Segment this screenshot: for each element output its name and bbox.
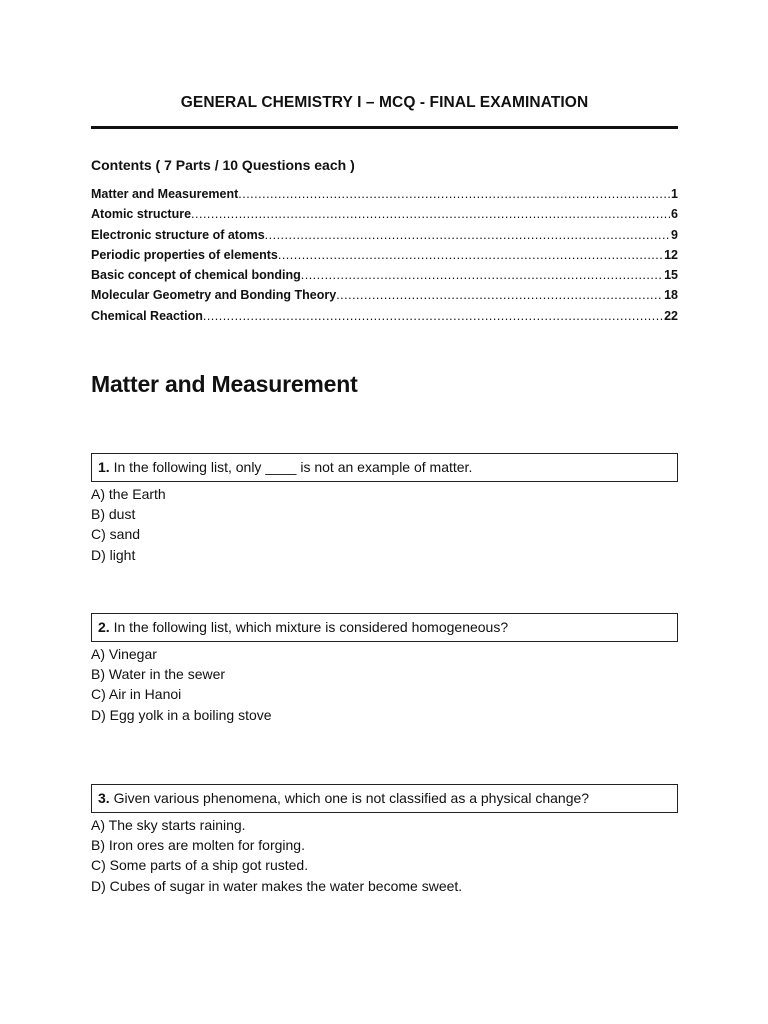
toc-leader-dots	[265, 228, 670, 242]
contents-heading: Contents ( 7 Parts / 10 Questions each )	[91, 157, 355, 173]
toc-entry-atomic-structure[interactable]	[91, 207, 678, 227]
section-heading: Matter and Measurement	[91, 371, 358, 397]
document-page	[91, 0, 678, 1024]
toc-entry-matter-and-measurement[interactable]	[91, 187, 678, 207]
answer-option-b[interactable]: B) dust	[91, 506, 136, 523]
toc-entry-label: Atomic structure	[91, 207, 192, 222]
toc-entry-electronic-structure[interactable]	[91, 228, 678, 248]
toc-leader-dots	[336, 288, 663, 302]
toc-leader-dots	[238, 187, 670, 201]
answer-option-d[interactable]: D) light	[91, 546, 136, 563]
toc-entry-label: Electronic structure of atoms	[91, 227, 265, 242]
answer-option-a[interactable]: A) the Earth	[91, 486, 166, 502]
question-number: 3.	[98, 790, 110, 806]
toc-leader-dots	[301, 268, 663, 282]
toc-entry-page: 12	[664, 247, 678, 262]
question-box	[91, 613, 678, 642]
toc-entry-page: 1	[671, 187, 678, 201]
toc-entry-label: Molecular Geometry and Bonding Theory	[91, 288, 337, 303]
answer-option-c[interactable]: C) sand	[91, 526, 141, 543]
toc-entry-page: 9	[671, 227, 678, 242]
toc-entry-label: Periodic properties of elements	[91, 247, 278, 262]
answer-option-b[interactable]: B) Iron ores are molten for forging.	[91, 837, 305, 854]
question-box	[91, 453, 678, 482]
question-text: Given various phenomena, which one is not classified as a physical change?	[113, 790, 590, 806]
answer-options	[91, 644, 678, 725]
question-number: 1.	[98, 459, 110, 475]
toc-entry-label: Basic concept of chemical bonding	[91, 268, 301, 283]
question-2	[91, 613, 678, 725]
question-text: In the following list, which mixture is considered homogeneous?	[113, 619, 509, 635]
answer-option-a[interactable]: A) The sky starts raining.	[91, 817, 246, 833]
toc-entry-periodic-properties[interactable]	[91, 248, 678, 268]
toc-leader-dots	[203, 309, 663, 323]
toc-entry-label: Chemical Reaction	[91, 308, 203, 323]
toc-entry-page: 18	[664, 288, 678, 303]
question-3	[91, 784, 678, 896]
toc-leader-dots	[191, 207, 670, 221]
question-1	[91, 453, 678, 565]
answer-option-c[interactable]: C) Some parts of a ship got rusted.	[91, 857, 309, 874]
question-box	[91, 784, 678, 813]
document-title: GENERAL CHEMISTRY I – MCQ - FINAL EXAMINATION	[180, 94, 589, 111]
toc-entry-molecular-geometry[interactable]	[91, 288, 678, 308]
toc-leader-dots	[278, 248, 663, 262]
toc-entry-label: Matter and Measurement	[91, 187, 239, 201]
toc-entry-page: 22	[664, 308, 678, 323]
toc-entry-chemical-reaction[interactable]	[91, 309, 678, 329]
answer-options	[91, 815, 678, 896]
answer-option-b[interactable]: B) Water in the sewer	[91, 666, 226, 683]
question-number: 2.	[98, 619, 110, 635]
table-of-contents	[91, 187, 678, 329]
answer-option-a[interactable]: A) Vinegar	[91, 646, 157, 662]
answer-option-c[interactable]: C) Air in Hanoi	[91, 686, 182, 703]
toc-entry-chemical-bonding[interactable]	[91, 268, 678, 288]
answer-options	[91, 484, 678, 565]
toc-entry-page: 6	[671, 207, 678, 222]
toc-entry-page: 15	[664, 268, 678, 283]
title-divider	[91, 126, 678, 129]
answer-option-d[interactable]: D) Cubes of sugar in water makes the water become sweet.	[91, 877, 463, 894]
question-text: In the following list, only ____ is not an example of matter.	[113, 459, 473, 475]
answer-option-d[interactable]: D) Egg yolk in a boiling stove	[91, 706, 272, 723]
